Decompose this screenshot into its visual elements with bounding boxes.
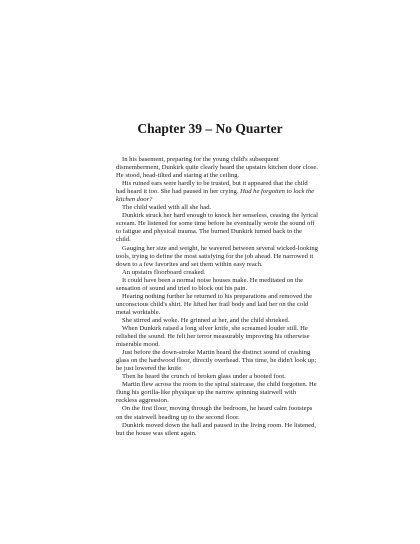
italic-thought: Had he forgotten to lock the kitchen door? — [116, 188, 315, 204]
paragraph: The child wailed with all she had. — [122, 204, 212, 212]
paragraph: It could have been a normal noise houses make. He meditated on the sensation of sound and tried to block out his pain. — [116, 276, 304, 292]
chapter-title: Chapter 39 – No Quarter — [137, 121, 283, 136]
paragraph: Then he heard the crunch of broken glass under a booted foot. — [122, 373, 286, 381]
chapter-body — [116, 156, 318, 438]
paragraph: She stirred and woke. He grinned at her, and the child shrieked. — [122, 316, 290, 324]
paragraph: Hearing nothing further he returned to his preparations and removed the unconscious child's shirt. He lifted her frail body and laid her on the cold metal worktable. — [116, 292, 313, 316]
paragraph: When Dunkirk raised a long silver knife, she screamed louder still. He relished the sound. He felt her terror measurably improving his otherwise miserable mood. — [116, 324, 310, 349]
paragraph: In his basement, preparing for the young child's subsequent dismemberment, Dunkirk quite clearly heard the upstairs kitchen door close. He stood, head-tilted and staring at the ceiling. — [116, 156, 318, 180]
paragraph: An upstairs floorboard creaked. — [122, 268, 206, 276]
paragraph: Gauging her size and weight, he wavered between several wicked-looking tools, trying to define the most satisfying for the job ahead. He narrowed it down to a few favorites and set them within easy reach. — [116, 244, 318, 268]
paragraph: On the first floor, moving through the bedroom, he heard calm footsteps on the stairwell heading up to the second floor. — [116, 405, 313, 421]
paragraph: Martin flew across the room to the spiral staircase, the child forgotten. He flung his gorilla-like physique up the narrow spinning stairwell with reckless aggression. — [116, 381, 317, 405]
paragraph: Dunkirk struck her hard enough to knock her senseless, ceasing the lyrical scream. He listened for some time before he eventually wrote the sound off to fatigue and physical trauma. The burned Dunkirk turned back to the child. — [116, 212, 318, 244]
paragraph: His ruined ears were hardly to be trusted, but it appeared that the child had heard it too. She had paused in her crying. Had he forgotten to lock the kitchen door? — [116, 180, 315, 204]
paragraph: Just before the down-stroke Martin heard the distinct sound of crashing glass on the hardwood floor, directly overhead. This time, he didn't look up; he just lowered the knife. — [116, 349, 317, 373]
paragraph: Dunkirk moved down the hall and paused in the living room. He listened, but the house was silent again. — [116, 421, 317, 437]
